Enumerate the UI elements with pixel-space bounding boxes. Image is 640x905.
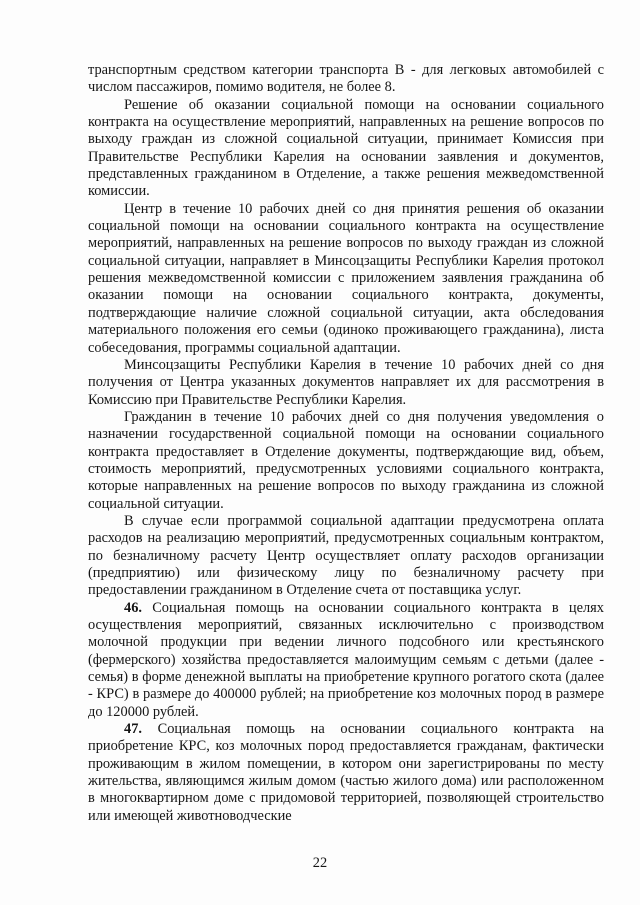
paragraph-text: В случае если программой социальной адаптации предусмотрена оплата расходов на реализацию мероприятий, предусмотренных социальным контрактом, по безналичному расчету Центр осуществляет оплату расходов организации (предприятию) или физическому лицу по безналичному расчету при предоставлении гражданином в Отделение счета от поставщика услуг.	[88, 512, 604, 599]
paragraph	[88, 201, 604, 357]
page-number: 22	[312, 855, 328, 871]
paragraph	[88, 409, 604, 513]
paragraph-text: Решение об оказании социальной помощи на основании социального контракта на осуществление мероприятий, направленных на решение вопросов по выходу граждан из сложной социальной ситуации, принимает Комиссия при Правительстве Республики Карелия на основании заявления и документов, представленных гражданином в Отделение, а также решения межведомственной комиссии.	[88, 96, 604, 200]
numbered-paragraph	[88, 721, 604, 825]
paragraph	[88, 513, 604, 600]
paragraph-text: Социальная помощь на основании социального контракта в целях осуществления мероприятий, связанных исключительно с производством молочной продукции при ведении личного подсобного или крестьянского (фермерского) хозяйства предоставляется малоимущим семьям с детьми (далее - семья) в форме денежной выплаты на приобретение крупного рогатого скота (далее - КРС) в размере до 400000 рублей; на приобретение коз молочных пород в размере до 120000 рублей.	[88, 599, 604, 720]
document-body	[88, 62, 604, 825]
numbered-paragraph	[88, 600, 604, 721]
paragraph-text: Гражданин в течение 10 рабочих дней со дня получения уведомления о назначении государственной социальной помощи на основании социального контракта предоставляет в Отделение документы, подтверждающие вид, объем, стоимость мероприятий, предусмотренных условиями социального контракта, которые направленных на решение вопросов по выходу гражданина из сложной социальной ситуации.	[88, 408, 604, 512]
paragraph	[88, 357, 604, 409]
paragraph-number: 47.	[124, 721, 142, 738]
paragraph-text: Социальная помощь на основании социального контракта на приобретение КРС, коз молочных пород предоставляется гражданам, фактически проживающим в жилом помещении, в котором они зарегистрированы по месту жительства, являющимся жилым домом (частью жилого дома) или расположенном в многоквартирном доме с придомовой территорией, позволяющей строительство или имеющей животноводческие	[88, 721, 604, 824]
paragraph	[88, 62, 604, 97]
paragraph-text: транспортным средством категории транспорта В - для легковых автомобилей с числом пассажиров, помимо водителя, не более 8.	[88, 62, 604, 96]
paragraph-text: Минсоцзащиты Республики Карелия в течение 10 рабочих дней со дня получения от Центра указанных документов направляет их для рассмотрения в Комиссию при Правительстве Республики Карелия.	[88, 356, 604, 408]
paragraph	[88, 97, 604, 201]
paragraph-text: Центр в течение 10 рабочих дней со дня принятия решения об оказании социальной помощи на основании социального контракта на осуществление мероприятий, направленных на решение вопросов по выходу граждан из сложной социальной ситуации, направляет в Минсоцзащиты Республики Карелия протокол решения межведомственной комиссии с приложением заявления гражданина об оказании помощи на основании социального контракта, документы, подтверждающие наличие сложной социальной ситуации, акта обследования материального положения его семьи (одиноко проживающего гражданина), листа собеседования, программы социальной адаптации.	[88, 200, 604, 356]
paragraph-number: 46.	[124, 599, 142, 616]
